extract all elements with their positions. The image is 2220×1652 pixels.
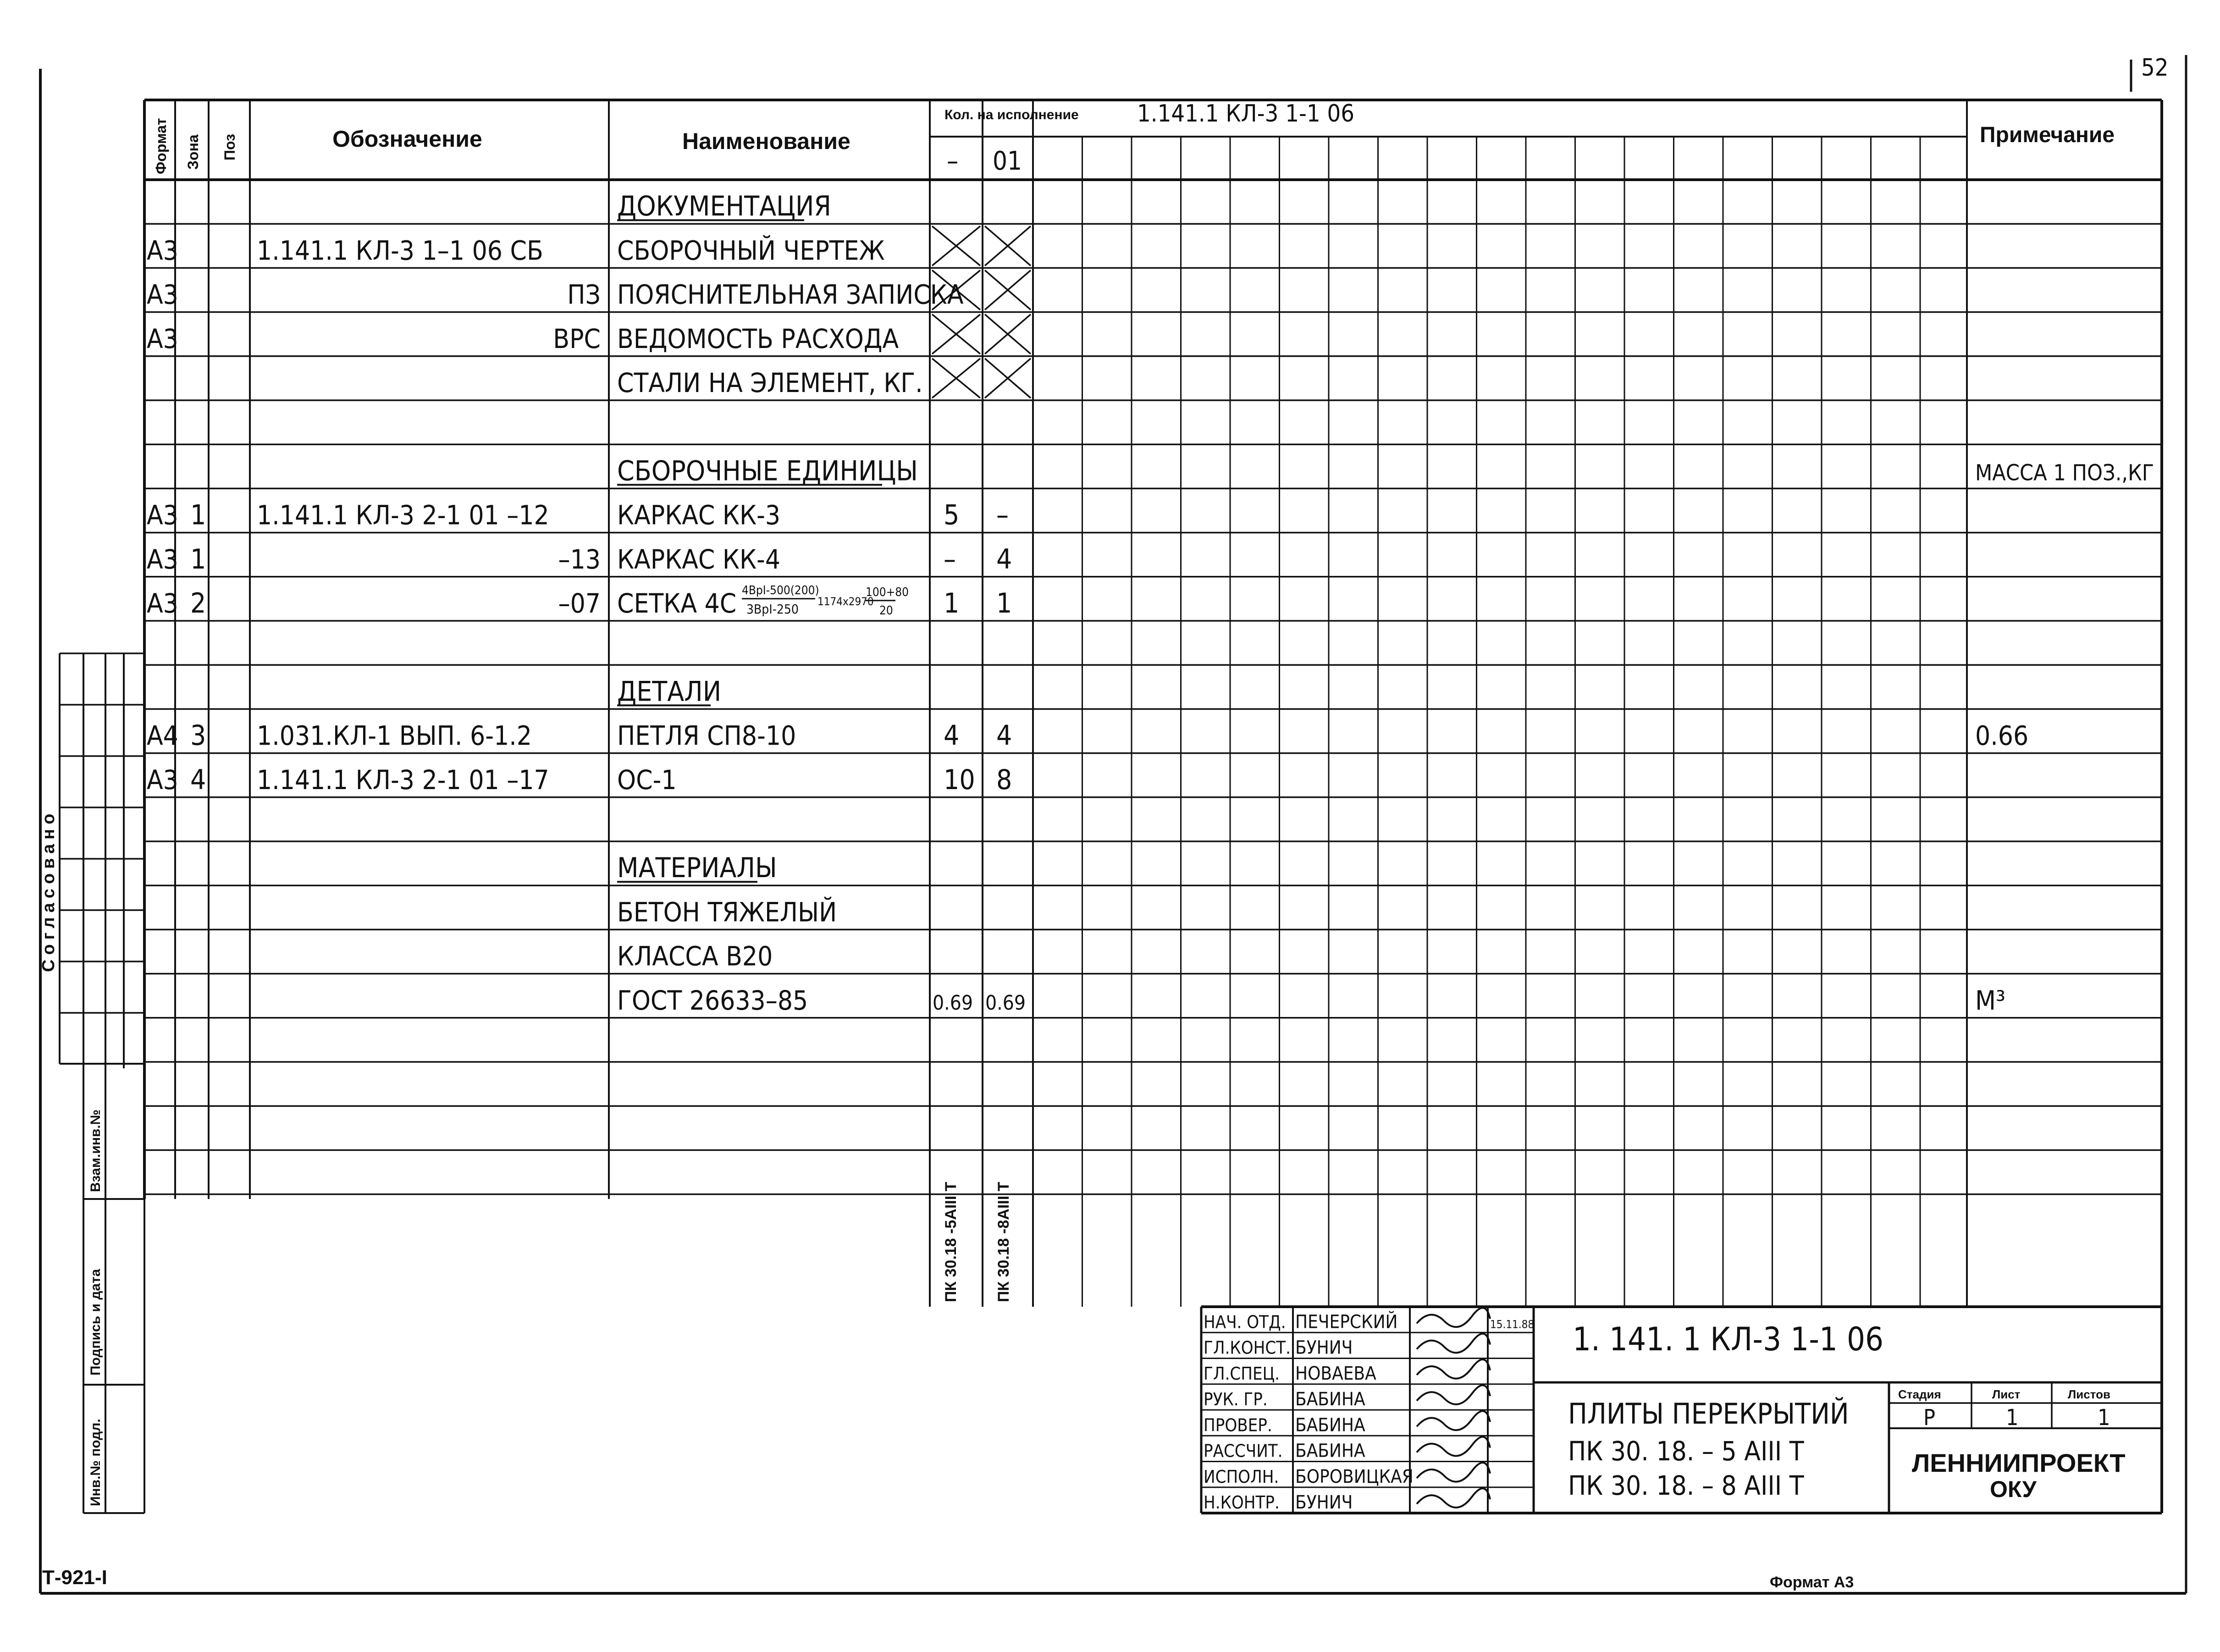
sign-name: БУНИЧ — [1295, 1337, 1353, 1359]
cell-designation: 1.141.1 КЛ-3 2-1 01 –12 — [257, 499, 549, 531]
sign-date: 15.11.88 — [1490, 1318, 1535, 1331]
spec-table-header — [153, 100, 2115, 176]
side-label-inv-orig: Инв.№ подл. — [88, 1419, 103, 1506]
title-line1: ПК 30. 18. – 5 АIII Т — [1568, 1436, 1804, 1467]
cell-qty1: – — [944, 543, 956, 575]
title-doc-code: 1. 141. 1 КЛ-3 1-1 06 — [1573, 1320, 1884, 1358]
sign-name: БАБИНА — [1295, 1389, 1365, 1410]
cell-note: МАССА 1 ПОЗ.,КГ — [1975, 460, 2154, 486]
cell-name: ОС-1 — [617, 764, 677, 796]
signature-scribble — [1417, 1437, 1490, 1456]
header-zone: Зона — [185, 134, 201, 170]
sign-name: БОРОВИЦКАЯ — [1295, 1466, 1414, 1487]
cell-qty1: 5 — [944, 499, 960, 531]
title-sheet: 1 — [2006, 1405, 2019, 1431]
section-heading: ДЕТАЛИ — [617, 675, 722, 708]
cell-name: СБОРОЧНЫЙ ЧЕРТЕЖ — [617, 235, 885, 266]
cell-format: А3 — [147, 323, 178, 354]
cell-designation: 1.141.1 КЛ-3 1–1 06 СБ — [257, 235, 543, 266]
title-org1: ЛЕННИИПРОЕКТ — [1912, 1448, 2126, 1477]
cell-name: ПЕТЛЯ СП8-10 — [617, 720, 796, 751]
sign-name: БАБИНА — [1295, 1440, 1365, 1462]
cell-format: А3 — [147, 543, 178, 575]
header-designation: Обозначение — [332, 126, 482, 152]
signature-scribble — [1417, 1308, 1490, 1327]
header-pos: Поз — [221, 133, 238, 160]
cell-designation: 1.031.КЛ-1 ВЫП. 6-1.2 — [257, 720, 532, 751]
cell-qty2: – — [996, 499, 1009, 531]
page-number: 52 — [2141, 54, 2169, 82]
sign-role: РУК. ГР. — [1204, 1389, 1268, 1409]
header-qty-col1: – — [947, 146, 959, 176]
cell-name: КАРКАС КК-4 — [617, 543, 781, 575]
sign-role: НАЧ. ОТД. — [1204, 1312, 1286, 1332]
sign-name: БАБИНА — [1295, 1414, 1365, 1436]
sign-name: БУНИЧ — [1295, 1492, 1353, 1513]
spec-table-grid — [144, 100, 2162, 1307]
sign-role: Н.КОНТР. — [1204, 1492, 1280, 1513]
title-name: ПЛИТЫ ПЕРЕКРЫТИЙ — [1568, 1397, 1849, 1431]
cell-qty2: 4 — [996, 543, 1012, 575]
header-name: Наименование — [682, 128, 850, 154]
side-stamp — [39, 653, 144, 1513]
cell-designation: 1.141.1 КЛ-3 2-1 01 –17 — [257, 764, 549, 796]
cell-designation: –13 — [558, 543, 601, 575]
cell-format: А3 — [147, 588, 178, 619]
cell-pos: 3 — [190, 719, 206, 752]
variant-label-2: ПК 30.18 -8АIII Т — [995, 1182, 1012, 1302]
fraction-mid: 1174х2970 — [817, 595, 874, 608]
side-label-inv-repl: Взам.инв.№ — [88, 1109, 103, 1192]
cell-name: КЛАССА В20 — [617, 940, 773, 972]
cell-qty2: 1 — [996, 587, 1012, 619]
cell-qty1: 1 — [944, 587, 960, 619]
cell-name: ВЕДОМОСТЬ РАСХОДА — [617, 323, 899, 354]
sign-name: ПЕЧЕРСКИЙ — [1295, 1311, 1398, 1333]
cell-qty1: 10 — [944, 763, 975, 796]
signature-scribble — [1417, 1411, 1490, 1430]
section-heading: МАТЕРИАЛЫ — [617, 852, 777, 884]
cell-pos: 4 — [190, 763, 206, 796]
sign-role: ИСПОЛН. — [1204, 1466, 1279, 1487]
cell-format: А3 — [147, 279, 178, 310]
signature-scribble — [1417, 1488, 1490, 1508]
fraction-num2: 100+80 — [866, 585, 909, 599]
cell-name: БЕТОН ТЯЖЕЛЫЙ — [617, 896, 837, 928]
fraction-den: 3ВрI-250 — [746, 601, 799, 617]
header-qty-col2: 01 — [993, 146, 1022, 176]
title-stage: Р — [1923, 1405, 1936, 1431]
cell-name: СТАЛИ НА ЭЛЕМЕНТ, КГ. — [617, 367, 923, 398]
cell-format: А3 — [147, 499, 178, 531]
title-line2: ПК 30. 18. – 8 АIII Т — [1568, 1470, 1804, 1501]
cell-qty2: 0.69 — [985, 991, 1026, 1015]
cell-qty1: 4 — [944, 719, 960, 752]
section-heading: ДОКУМЕНТАЦИЯ — [617, 190, 831, 223]
cell-designation: ВРС — [553, 323, 601, 354]
cell-pos: 1 — [190, 543, 206, 575]
cell-format: А4 — [147, 720, 178, 751]
cell-format: А3 — [147, 764, 178, 796]
header-format: Формат — [153, 118, 169, 174]
header-qty-doc: 1.141.1 КЛ-3 1-1 06 — [1137, 100, 1355, 127]
frame — [40, 55, 2186, 1593]
cell-name: ГОСТ 26633–85 — [617, 984, 808, 1016]
cell-name: ПОЯСНИТЕЛЬНАЯ ЗАПИСКА — [617, 279, 964, 310]
side-label-sign-date: Подпись и дата — [88, 1269, 103, 1376]
sign-role: ГЛ.СПЕЦ. — [1204, 1363, 1280, 1384]
title-org2: ОКУ — [1990, 1476, 2037, 1502]
sign-role: РАССЧИТ. — [1204, 1441, 1283, 1461]
cell-note: М³ — [1975, 984, 2005, 1016]
spec-table-body — [147, 190, 2154, 1302]
fraction-den2: 20 — [879, 603, 893, 618]
fraction-num: 4ВрI-500(200) — [742, 583, 819, 597]
signature-scribble — [1417, 1463, 1490, 1482]
sign-name: НОВАЕВА — [1295, 1363, 1376, 1384]
cell-designation: –07 — [558, 588, 601, 619]
cell-qty2: 4 — [996, 719, 1012, 752]
side-label-agreed: Согласовано — [39, 809, 58, 972]
title-sheets: 1 — [2098, 1405, 2110, 1431]
cell-qty1: 0.69 — [933, 991, 973, 1015]
sign-role: ГЛ.КОНСТ. — [1204, 1337, 1291, 1358]
footer-format: Формат А3 — [1770, 1574, 1854, 1591]
sign-role: ПРОВЕР. — [1204, 1415, 1272, 1436]
title-stage-label: Стадия — [1898, 1387, 1941, 1401]
header-qty-title: Кол. на исполнение — [944, 107, 1079, 122]
section-heading: СБОРОЧНЫЕ ЕДИНИЦЫ — [617, 455, 918, 487]
signature-scribble — [1417, 1359, 1490, 1379]
cell-name: КАРКАС КК-3 — [617, 499, 781, 531]
title-sheet-label: Лист — [1992, 1387, 2021, 1401]
title-sheets-label: Листов — [2068, 1387, 2110, 1401]
signature-scribble — [1417, 1385, 1490, 1404]
cell-qty2: 8 — [996, 763, 1012, 796]
title-block — [1201, 1307, 2162, 1513]
cell-note: 0.66 — [1975, 720, 2029, 751]
footer-code: Т-921-I — [42, 1566, 107, 1589]
cell-name: СЕТКА 4С — [617, 588, 737, 619]
cell-pos: 1 — [190, 499, 206, 531]
header-note: Примечание — [1980, 123, 2115, 147]
variant-label-1: ПК 30.18 -5АIII Т — [942, 1182, 960, 1302]
signature-scribble — [1417, 1334, 1490, 1353]
cell-format: А3 — [147, 235, 178, 266]
cell-pos: 2 — [190, 587, 206, 619]
cell-designation: ПЗ — [567, 279, 601, 310]
